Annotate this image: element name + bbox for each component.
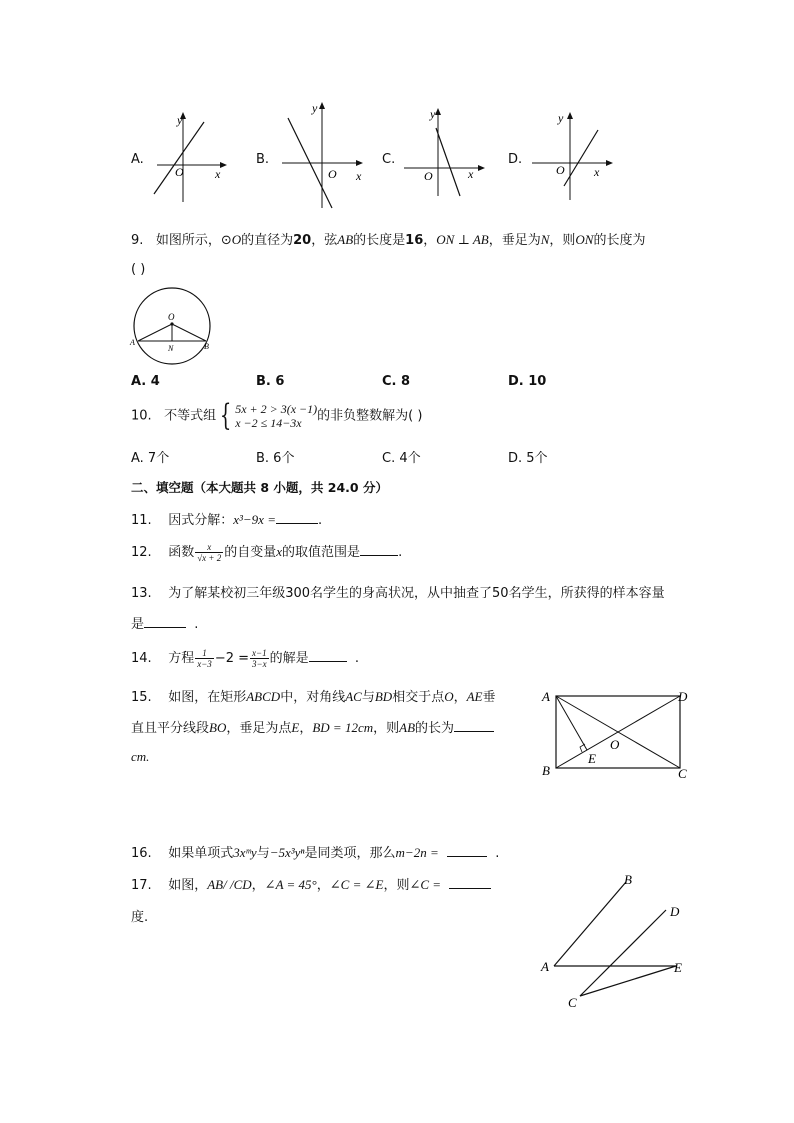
q14-f2-den: 3−x [252, 659, 267, 669]
q15-text: 与 [361, 690, 375, 705]
q16-blank[interactable] [447, 844, 487, 857]
q9-circle-figure [128, 284, 218, 370]
q10-text-end: 的非负整数解为( ) [317, 408, 423, 424]
q12-numerator: x [195, 542, 223, 553]
q15-text: 直且平分线段 [131, 721, 210, 736]
q16-expr: m−2n = [395, 845, 439, 860]
q13-line2 [131, 613, 198, 632]
q14-number: 14. [131, 651, 152, 666]
q15-text: 如图，在矩形 [168, 690, 247, 705]
q17-line1 [131, 874, 491, 893]
q15-text: 中，对角线 [280, 690, 346, 705]
svg-text:E: E [674, 960, 682, 975]
q9-n: N [540, 232, 550, 247]
svg-text:B: B [204, 342, 209, 351]
q9-ab-length: 16 [405, 233, 424, 248]
q17-parallel: AB/ /CD [207, 877, 252, 892]
q15-ac: AC [345, 689, 362, 704]
q17-angle-ce: ∠C = ∠E [329, 877, 384, 892]
q16-text: 如果单项式 [168, 846, 234, 861]
svg-text:E: E [588, 751, 596, 766]
q16-line [131, 842, 499, 861]
q15-line1 [131, 686, 496, 705]
q12-line [131, 541, 402, 563]
q12-denominator: √x + 2 [197, 553, 222, 563]
q11-text: 因式分解： [168, 513, 234, 528]
q13-blank[interactable] [144, 615, 186, 628]
q11-end: . [317, 513, 323, 528]
q9-on: ON [575, 232, 594, 247]
q12-text: 函数 [168, 545, 195, 560]
q9-text: ，垂足为 [488, 233, 541, 248]
q16-text: 是同类项，那么 [304, 846, 396, 861]
graph-d [528, 108, 638, 204]
q9-text: 如图所示， [155, 233, 221, 248]
svg-text:A: A [130, 338, 135, 347]
svg-text:A: A [541, 959, 549, 974]
q14-end: . [354, 651, 360, 666]
q15-ae: AE [466, 689, 483, 704]
q10-ineq1: 5x + 2 > 3(x −1) [235, 402, 318, 416]
q17-blank[interactable] [449, 876, 491, 889]
q9-diameter: 20 [293, 233, 312, 248]
q12-number: 12. [131, 545, 152, 560]
brace-icon: { [219, 398, 232, 433]
q12-end: . [398, 545, 403, 560]
q9-text: 的长度是 [353, 233, 406, 248]
svg-text:O: O [610, 737, 620, 752]
q17-angle-c: ∠C = [409, 877, 442, 892]
q15-text: 垂 [482, 690, 496, 705]
q15-rectangle-figure [540, 686, 700, 782]
q10-option-d[interactable]: D. 5个 [508, 451, 548, 466]
q15-bo: BO [209, 720, 227, 735]
svg-text:B: B [542, 763, 550, 778]
q15-text: 的长为 [415, 721, 455, 736]
svg-text:C: C [678, 766, 687, 781]
q15-text: ， [299, 721, 313, 736]
q17-number: 17. [131, 878, 152, 893]
q14-fraction-2 [250, 648, 269, 669]
svg-text:y: y [312, 101, 318, 115]
q9-o: O [231, 232, 242, 247]
graph-b [272, 100, 392, 212]
q9-text: 的长度为 [593, 233, 646, 248]
q15-bd: BD [374, 689, 393, 704]
q9-option-c[interactable]: C. 8 [382, 374, 411, 389]
q15-text: ，垂足为点 [226, 721, 292, 736]
q10-ineq2: x −2 ≤ 14−3x [235, 416, 302, 430]
q9-perp: ON ⊥ AB [436, 232, 489, 247]
q10-option-b[interactable]: B. 6个 [256, 451, 295, 466]
q10-option-a[interactable]: A. 7个 [131, 451, 170, 466]
q12-text-end: 的取值范围是 [282, 545, 361, 560]
svg-text:O: O [556, 163, 565, 177]
q9-number: 9. [131, 233, 144, 248]
q9-line1 [131, 229, 645, 248]
q11-blank[interactable] [276, 511, 318, 524]
q15-ab: AB [399, 720, 416, 735]
q12-var: x [276, 544, 283, 559]
q15-text: 相交于点 [392, 690, 445, 705]
q9-option-d[interactable]: D. 10 [508, 374, 547, 389]
q14-text: 方程 [168, 651, 195, 666]
svg-text:x: x [468, 167, 474, 181]
q14-text-end: 的解是 [269, 651, 309, 666]
q13-line1 [131, 582, 665, 601]
q14-f1-num: 1 [195, 648, 214, 659]
q15-text: ， [453, 690, 467, 705]
q9-text: ，则 [549, 233, 576, 248]
q16-term1: 3xᵐy [233, 845, 257, 860]
q17-text: ，则 [383, 878, 410, 893]
q9-text: 的直径为 [241, 233, 294, 248]
q15-text: ，则 [373, 721, 400, 736]
svg-text:O: O [175, 165, 184, 179]
q15-number: 15. [131, 690, 152, 705]
svg-text:y: y [430, 107, 436, 121]
q14-minus2: −2 = [214, 651, 250, 666]
q14-line [131, 647, 359, 669]
q11-number: 11. [131, 513, 152, 528]
svg-text:D: D [678, 689, 688, 704]
svg-text:O: O [328, 167, 337, 181]
q16-text: 与 [256, 846, 270, 861]
section-2-heading: 二、填空题（本大题共 8 小题，共 24.0 分） [131, 480, 388, 495]
q15-unit: cm. [131, 749, 150, 764]
svg-text:O: O [168, 312, 175, 322]
q12-blank[interactable] [360, 543, 398, 556]
q15-o: O [444, 689, 454, 704]
svg-text:x: x [356, 169, 362, 183]
graph-c [400, 104, 510, 200]
q9-text: ，弦 [311, 233, 338, 248]
q11-expr: x³−9x = [233, 512, 276, 527]
svg-text:N: N [168, 344, 174, 353]
q15-bd-eq: BD = 12cm [312, 720, 374, 735]
q14-f1-den: x−3 [197, 659, 212, 669]
q11-line [131, 509, 322, 528]
q17-text: 如图， [168, 878, 208, 893]
q17-line2: 度. [131, 910, 149, 925]
q16-end: . [495, 846, 500, 861]
q16-term2: −5x³yⁿ [269, 845, 305, 860]
q9-text: ， [423, 233, 437, 248]
graph-a [149, 110, 249, 205]
q10-text: 不等式组 [164, 408, 217, 424]
q15-abcd: ABCD [246, 689, 281, 704]
q15-blank[interactable] [454, 719, 494, 732]
svg-text:x: x [215, 167, 221, 181]
q12-text-mid: 的自变量 [224, 545, 277, 560]
q10-system [235, 402, 317, 430]
q17-text: ， [316, 878, 330, 893]
svg-text:B: B [624, 872, 632, 887]
q12-fraction [195, 542, 223, 563]
q17-angle-a: ∠A = 45° [264, 877, 317, 892]
option-b-label: B. [256, 152, 270, 167]
q9-option-a[interactable]: A. 4 [131, 374, 160, 389]
q17-text: ， [251, 878, 265, 893]
circle-symbol: ⊙ [220, 233, 232, 248]
q10-option-c[interactable]: C. 4个 [382, 451, 421, 466]
svg-text:A: A [542, 689, 550, 704]
q15-e: E [291, 720, 300, 735]
svg-text:C: C [568, 995, 577, 1010]
svg-text:y: y [177, 113, 183, 127]
q14-blank[interactable] [309, 649, 347, 662]
q9-ab: AB [337, 232, 354, 247]
q13-text2: 是 [131, 617, 145, 632]
q10-line [131, 398, 423, 433]
svg-text:x: x [594, 165, 600, 179]
q9-paren: ( ) [131, 262, 146, 277]
svg-text:O: O [424, 169, 433, 183]
q17-parallel-figure [538, 870, 708, 1010]
q13-end: . [194, 617, 199, 632]
q10-number: 10. [131, 408, 152, 424]
option-c-label: C. [382, 152, 396, 167]
option-d-label: D. [508, 152, 523, 167]
option-a-label: A. [131, 152, 144, 167]
q13-number: 13. [131, 586, 152, 601]
q14-fraction-1 [195, 648, 214, 669]
svg-text:y: y [558, 111, 564, 125]
svg-text:D: D [670, 904, 680, 919]
q16-number: 16. [131, 846, 152, 861]
q9-option-b[interactable]: B. 6 [256, 374, 285, 389]
q14-f2-num: x−1 [252, 648, 267, 658]
q13-text: 为了解某校初三年级300名学生的身高状况，从中抽查了50名学生，所获得的样本容量 [168, 586, 665, 601]
q15-line2 [131, 717, 494, 736]
